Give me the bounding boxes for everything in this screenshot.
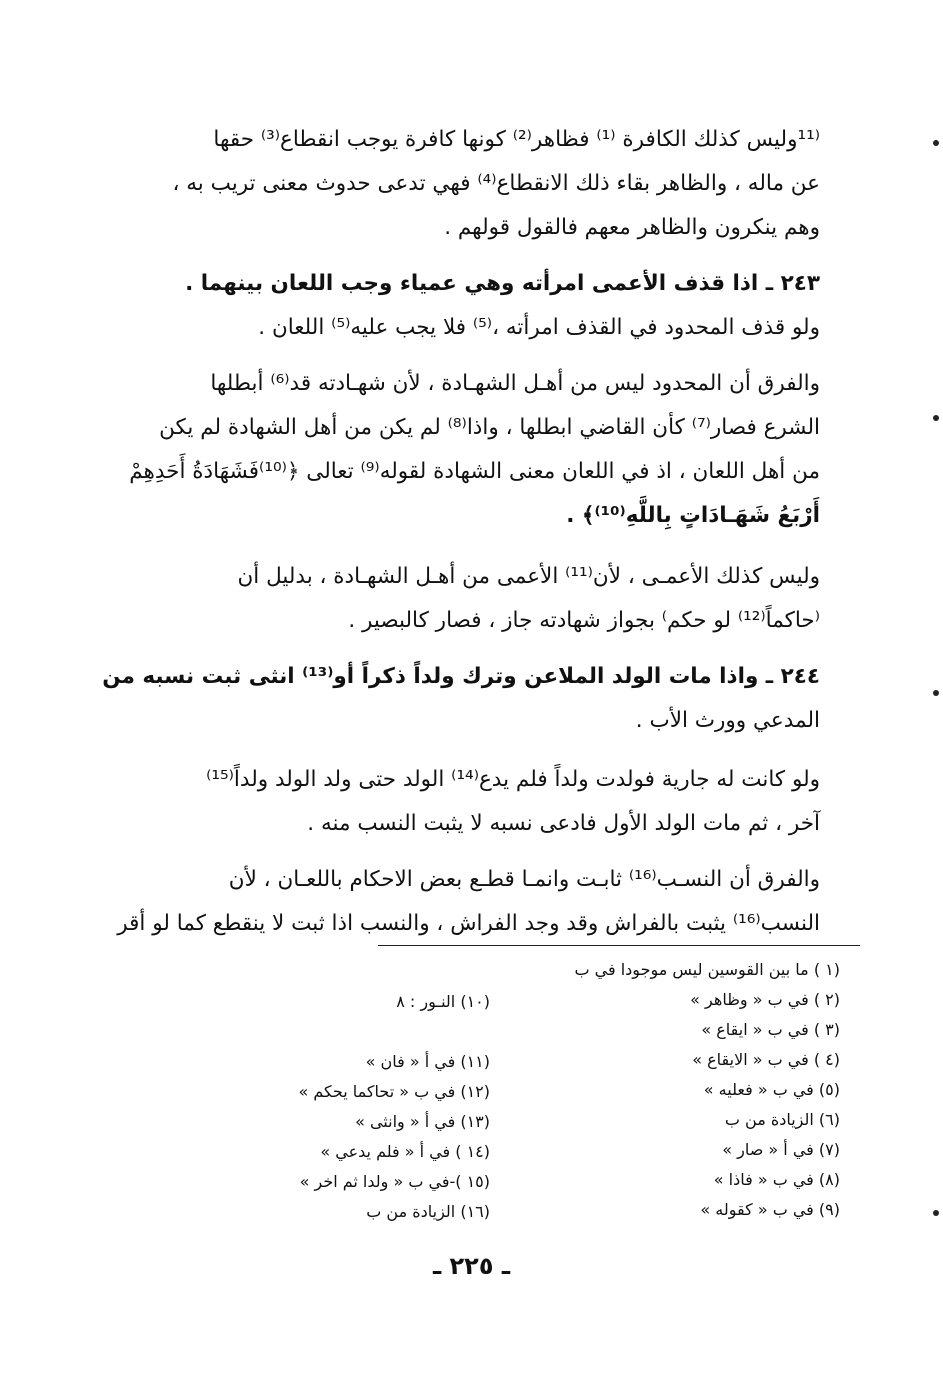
footnote: (١١) في أ « فان » — [365, 1052, 490, 1071]
text-line: ولو قذف المحدود في القذف امرأته ،⁽⁵⁾ فلا يجب عليه⁽⁵⁾ اللعان . — [258, 315, 820, 340]
paragraph-3 — [129, 362, 820, 538]
paragraph-6 — [150, 758, 820, 846]
text-line: عن ماله ، والظاهر بقاء ذلك الانقطاع⁽⁴⁾ فهي تدعى حدوث معنى تريب به ، — [172, 171, 820, 196]
footnote: (٨) في ب « فاذا » — [713, 1170, 840, 1189]
paragraph-244 — [102, 655, 820, 743]
margin-mark — [933, 1210, 939, 1216]
paragraph-7 — [117, 858, 820, 946]
footnote: (٢ ) في ب « وظاهر » — [690, 990, 840, 1009]
text-line: ولو كانت له جارية فولدت ولداً فلم يدع⁽¹⁴⁾ الولد حتى ولد الولد ولداً⁽¹⁵⁾ — [206, 767, 820, 792]
footnote: (١٢) في ب « تحاكما يحكم » — [298, 1082, 490, 1101]
text-line: والفرق أن المحدود ليس من أهـل الشهـادة ، لأن شهـادته قد⁽⁶⁾ أبطلها — [210, 371, 820, 396]
footnote: (١٤ ) في أ « فلم يدعي » — [320, 1142, 490, 1161]
footnote: (٧) في أ « صار » — [722, 1140, 840, 1159]
paragraph-4 — [150, 555, 820, 643]
footnote-spacer — [270, 1017, 490, 1047]
footnote-separator — [378, 945, 860, 946]
footnote: (٩) في ب « كقوله » — [700, 1200, 840, 1219]
footnotes-left-column — [270, 987, 490, 1227]
footnote: (٤ ) في ب « الايقاع » — [692, 1050, 840, 1069]
text-line: الشرع فصار⁽⁷⁾ كأن القاضي ابطلها ، واذا⁽⁸⁾ لم يكن من أهل الشهادة لم يكن — [159, 415, 820, 440]
footnotes-right-column — [530, 955, 840, 1225]
paragraph-243 — [150, 262, 820, 350]
text-line: والفرق أن النسـب⁽¹⁶⁾ ثابـت وانمـا قطـع بعض الاحكام باللعـان ، لأن — [228, 867, 820, 892]
text-line: وليس كذلك الأعمـى ، لأن⁽¹¹⁾ الأعمى من أهـل الشهـادة ، بدليل أن — [237, 564, 820, 589]
footnote: (٥) في ب « فعليه » — [703, 1080, 840, 1099]
page-number: ـ ٢٢٥ ـ — [432, 1252, 511, 1280]
text-line: آخر ، ثم مات الولد الأول فادعى نسبه لا يثبت النسب منه . — [307, 811, 820, 836]
footnote: (٣ ) في ب « ايقاع » — [701, 1020, 840, 1039]
footnote: (١٥ )-في ب « ولدا ثم اخر » — [299, 1172, 490, 1191]
paragraph-1 — [150, 118, 820, 250]
text-line: ⁽حاكماً⁽¹²⁾ لو حكم⁾ بجواز شهادته جاز ، فصار كالبصير . — [348, 608, 820, 633]
footnote: (١٠) النـور : ٨ — [396, 992, 490, 1011]
text-line: ⁽¹¹وليس كذلك الكافرة ⁽¹⁾ فظاهر⁽²⁾ كونها كافرة يوجب انقطاع⁽³⁾ حقها — [213, 127, 820, 152]
footnote: (١٦) الزيادة من ب — [366, 1202, 490, 1221]
margin-mark — [933, 690, 939, 696]
margin-mark — [933, 140, 939, 146]
margin-mark — [933, 415, 939, 421]
text-line: من أهل اللعان ، اذ في اللعان معنى الشهادة لقوله⁽⁹⁾ تعالى ﴿⁽¹⁰⁾فَشَهَادَةُ أَحَدِهِمْ — [129, 459, 820, 484]
text-line: وهم ينكرون والظاهر معهم فالقول قولهم . — [444, 215, 820, 240]
text-line: ٢٤٣ ـ اذا قذف الأعمى امرأته وهي عمياء وجب اللعان بينهما . — [185, 271, 820, 296]
text-line: ٢٤٤ ـ واذا مات الولد الملاعن وترك ولداً ذكراً أو⁽¹³⁾ انثى ثبت نسبه من — [102, 664, 820, 689]
text-line: النسب⁽¹⁶⁾ يثبت بالفراش وقد وجد الفراش ، والنسب اذا ثبت لا ينقطع كما لو أقر — [117, 911, 820, 936]
text-line: أَرْبَعُ شَهَـادَاتٍ بِاللَّهِ⁽¹⁰⁾﴾ . — [566, 503, 820, 528]
text-line: المدعي وورث الأب . — [635, 708, 820, 733]
footnote: (١٣) في أ « وانثى » — [355, 1112, 490, 1131]
footnote: (٦) الزيادة من ب — [724, 1110, 840, 1129]
footnote: (١ ) ما بين القوسين ليس موجودا في ب — [574, 960, 840, 979]
